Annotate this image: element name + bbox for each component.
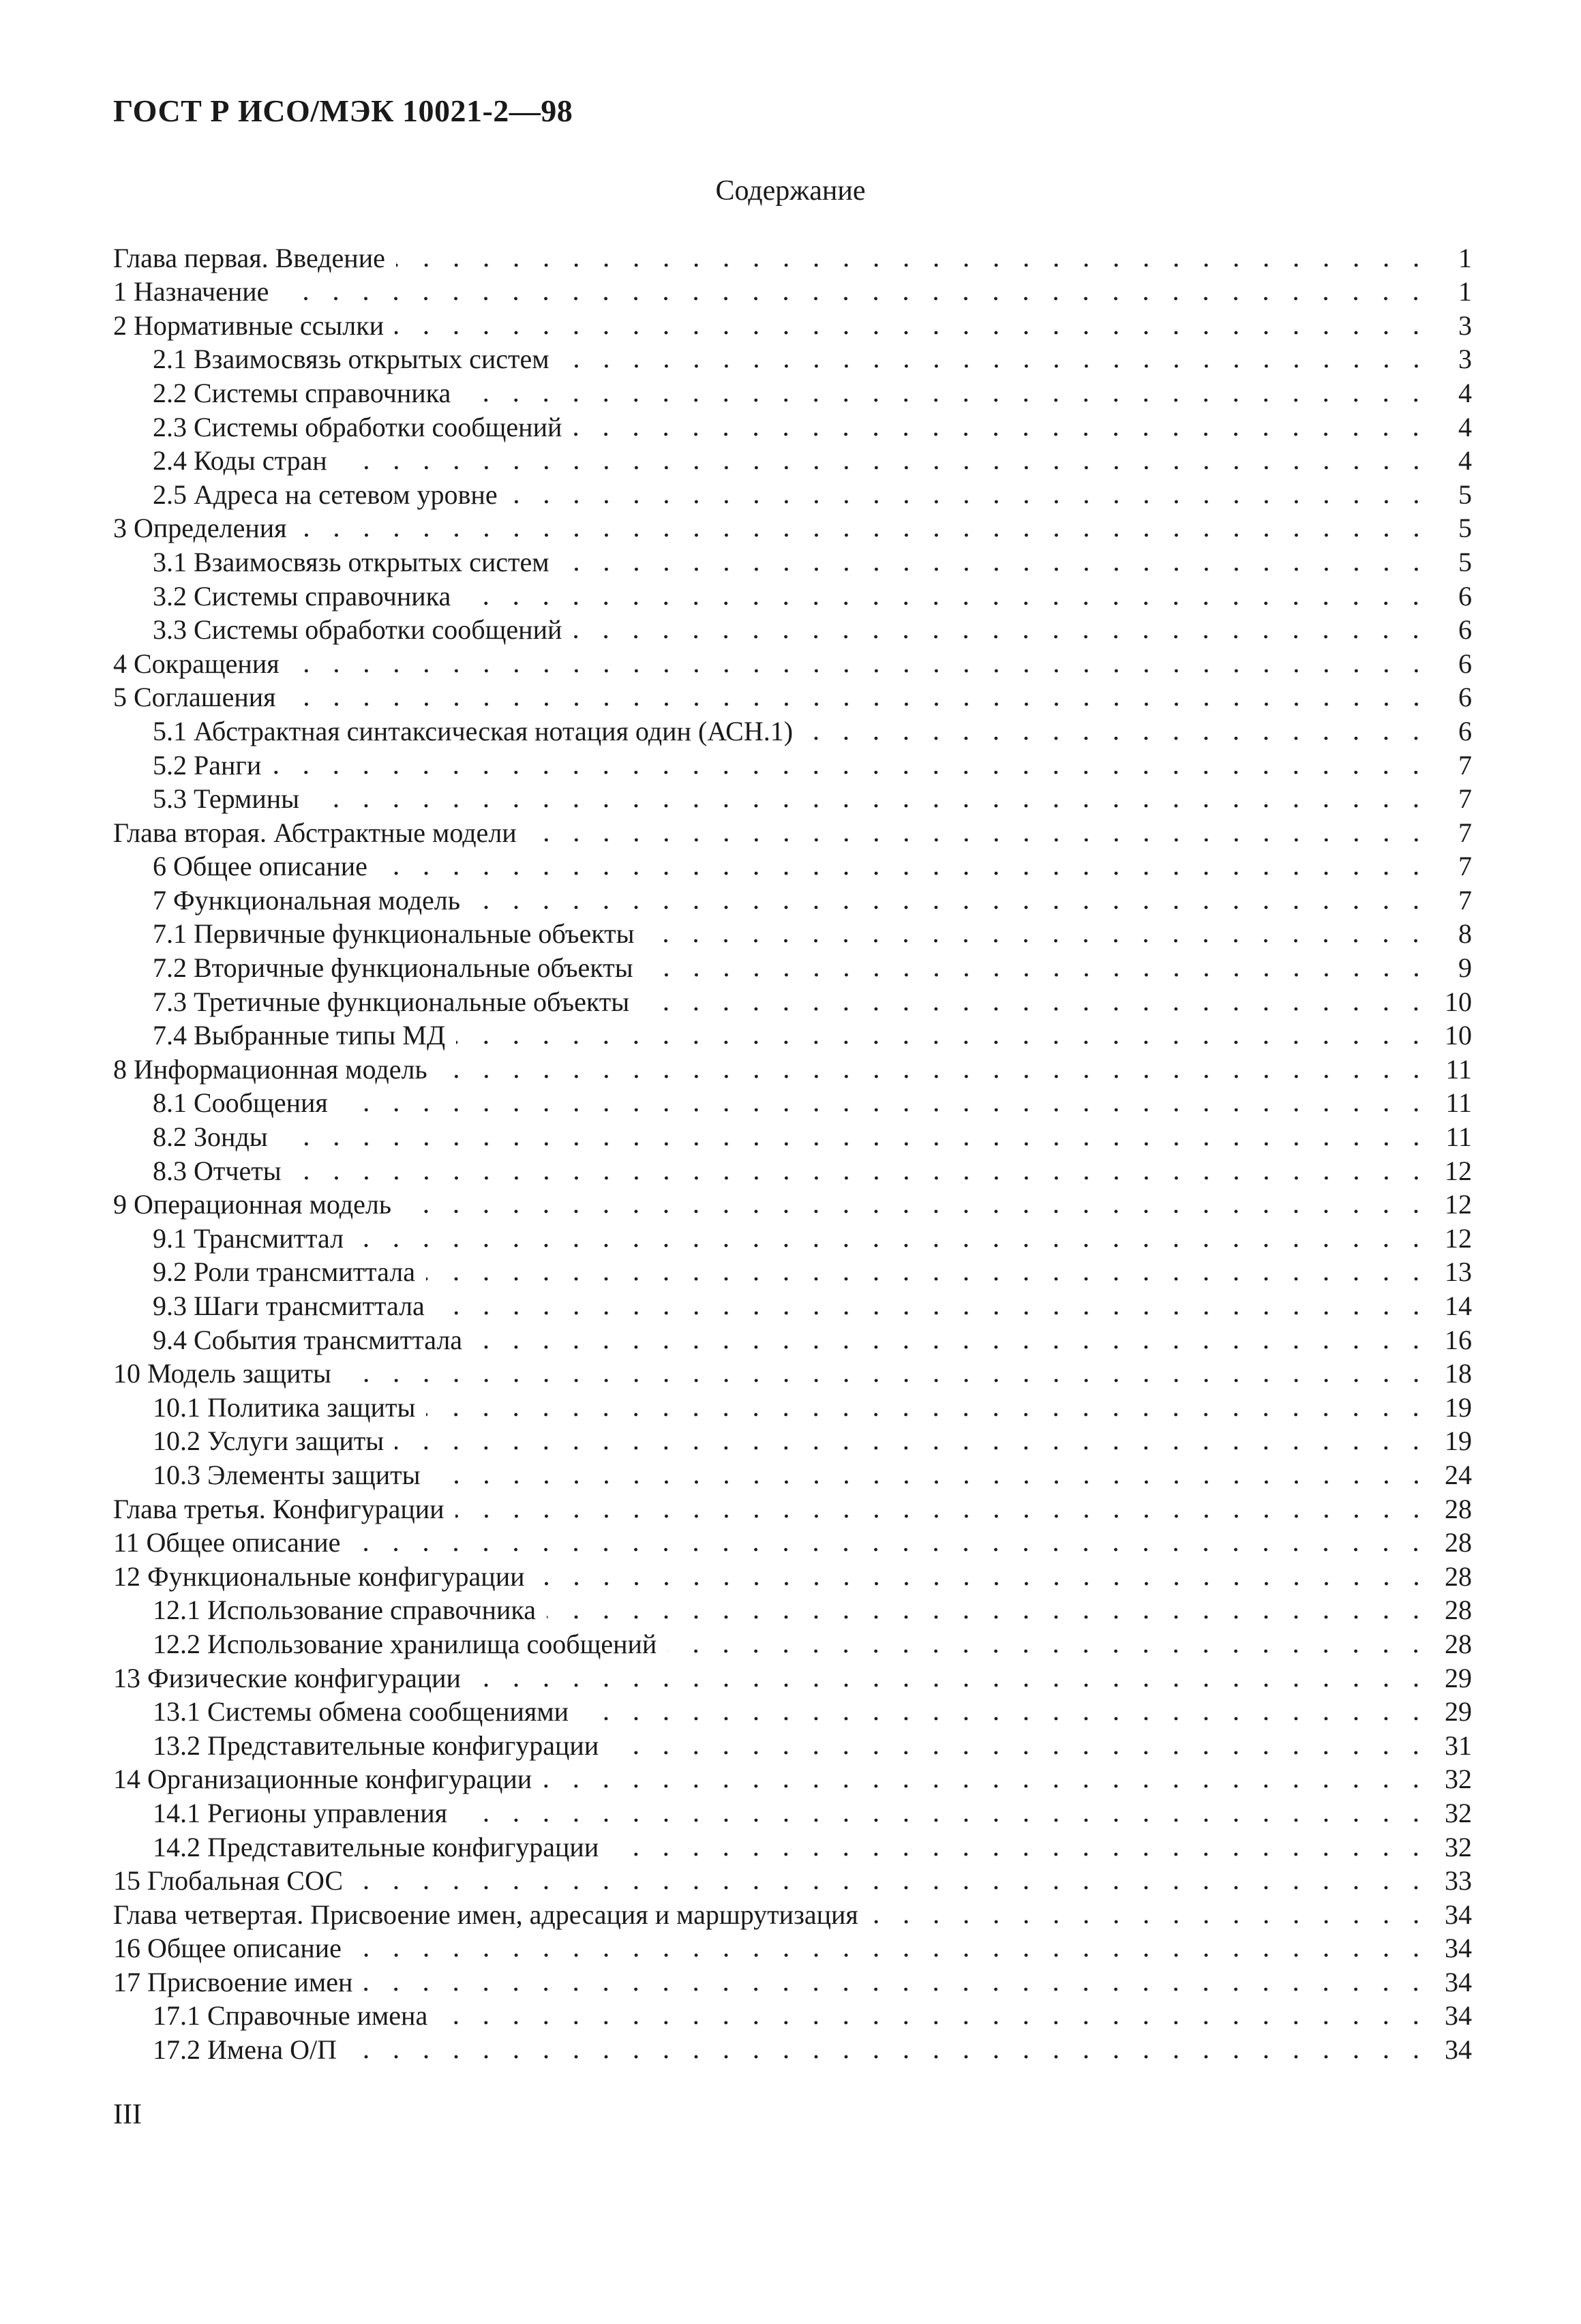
dot-leader [471, 905, 1431, 909]
toc-entry [113, 1964, 1472, 1998]
dot-leader [280, 297, 1431, 301]
dot-leader [342, 1378, 1431, 1383]
dot-leader [573, 432, 1431, 436]
toc-entry [113, 1423, 1472, 1458]
toc-entry [113, 680, 1472, 714]
toc-entry-page: 6 [1458, 715, 1472, 746]
toc-entry-page: 5 [1458, 546, 1472, 577]
toc-entry [113, 1051, 1472, 1085]
dot-leader [560, 364, 1431, 368]
toc-entry-page: 3 [1458, 310, 1472, 341]
toc-entry [113, 240, 1472, 274]
toc-entry [113, 578, 1472, 612]
toc-entry-title: 3.2 Системы справочника [153, 580, 451, 612]
toc-entry [113, 511, 1472, 545]
toc-entry-title: 17.2 Имена О/П [153, 2034, 337, 2066]
dot-leader [472, 1683, 1431, 1687]
toc-entry [113, 1254, 1472, 1288]
toc-entry [113, 1018, 1472, 1052]
toc-entry-title: 17 Присвоение имен [113, 1966, 353, 1997]
dot-leader [543, 1784, 1431, 1788]
toc-entry-title: 9.2 Роли трансмиттала [153, 1256, 415, 1288]
dot-leader [354, 1886, 1431, 1890]
toc-entry-title: Глава четвертая. Присвоение имен, адресация и маршрутизация [113, 1899, 858, 1930]
toc-entry-page: 12 [1445, 1155, 1472, 1186]
dot-leader [279, 1142, 1431, 1146]
toc-entry [113, 1762, 1472, 1796]
toc-entry [113, 1153, 1472, 1187]
toc-entry-page: 34 [1445, 1966, 1472, 1997]
dot-leader [438, 1074, 1431, 1078]
dot-leader [378, 871, 1431, 875]
toc-entry-title: 2 Нормативные ссылки [113, 310, 385, 341]
dot-leader [609, 1751, 1431, 1755]
toc-entry [113, 274, 1472, 308]
toc-entry-page: 4 [1458, 411, 1472, 442]
toc-entry-title: 9.3 Шаги трансмиттала [153, 1291, 425, 1321]
toc-entry-title: 7.2 Вторичные функциональные объекты [153, 952, 633, 984]
toc-entry-title: 15 Глобальная СОС [113, 1865, 344, 1897]
toc-entry-page: 7 [1458, 884, 1472, 916]
toc-entry-title: 10.1 Политика защиты [153, 1391, 416, 1423]
toc-entry-page: 6 [1458, 648, 1472, 679]
toc-entry [113, 1457, 1472, 1491]
toc-entry [113, 713, 1472, 747]
toc-entry [113, 1220, 1472, 1254]
toc-entry [113, 1525, 1472, 1559]
toc-entry-page: 32 [1445, 1764, 1472, 1795]
toc-entry [113, 2032, 1472, 2066]
toc-entry-title: 10.2 Услуги защиты [153, 1425, 385, 1457]
toc-entry-title: 8.3 Отчеты [153, 1155, 282, 1186]
toc-entry [113, 1491, 1472, 1525]
toc-entry [113, 1998, 1472, 2032]
toc-entry-page: 24 [1445, 1459, 1472, 1490]
toc-entry-title: 14.2 Представительные конфигурации [153, 1831, 599, 1862]
toc-entry-page: 28 [1445, 1595, 1472, 1626]
toc-entry [113, 1931, 1472, 1965]
toc-entry-page: 13 [1445, 1256, 1472, 1288]
toc-title: Содержание [715, 175, 866, 207]
table-of-contents [113, 240, 1472, 2066]
toc-entry-title: 7.3 Третичные функциональные объекты [153, 986, 630, 1017]
toc-entry-title: 8.2 Зонды [153, 1121, 268, 1153]
dot-leader [462, 398, 1431, 402]
toc-entry-title: 16 Общее описание [113, 1933, 342, 1964]
dot-leader [509, 500, 1431, 504]
document-code-header: ГОСТ Р ИСО/МЭК 10021-2—98 [113, 93, 573, 128]
toc-entry-page: 32 [1445, 1797, 1472, 1828]
dot-leader [426, 1277, 1431, 1281]
toc-entry [113, 1389, 1472, 1423]
toc-entry [113, 1119, 1472, 1153]
toc-entry-page: 28 [1445, 1560, 1472, 1592]
toc-entry [113, 443, 1472, 477]
toc-entry-title: 8 Информационная модель [113, 1053, 427, 1085]
dot-leader [438, 2021, 1431, 2025]
toc-entry [113, 1795, 1472, 1829]
dot-leader [458, 1818, 1431, 1822]
dot-leader [426, 1413, 1431, 1417]
toc-entry-title: 17.1 Справочные имена [153, 2000, 428, 2032]
toc-entry-title: 13 Физические конфигурации [113, 1662, 461, 1693]
dot-leader [272, 770, 1431, 774]
toc-entry-title: 2.3 Системы обработки сообщений [153, 411, 562, 442]
dot-leader [804, 736, 1431, 740]
toc-entry-page: 34 [1445, 1899, 1472, 1930]
toc-entry [113, 342, 1472, 376]
toc-entry [113, 1829, 1472, 1863]
toc-entry-page: 28 [1445, 1527, 1472, 1558]
toc-entry-page: 1 [1458, 276, 1472, 307]
toc-entry [113, 1085, 1472, 1119]
toc-entry [113, 1660, 1472, 1694]
toc-entry-title: 2.1 Взаимосвязь открытых систем [153, 344, 549, 375]
dot-leader [363, 1987, 1431, 1991]
dot-leader [436, 1311, 1431, 1315]
toc-entry-page: 7 [1458, 749, 1472, 781]
toc-entry [113, 1694, 1472, 1728]
toc-entry-page: 29 [1445, 1696, 1472, 1727]
toc-entry-page: 29 [1445, 1662, 1472, 1693]
dot-leader [338, 466, 1431, 470]
toc-entry-page: 5 [1458, 479, 1472, 510]
toc-entry-page: 34 [1445, 2000, 1472, 2032]
toc-entry-title: 8.1 Сообщения [153, 1087, 328, 1119]
toc-entry-title: 5.1 Абстрактная синтаксическая нотация один (АСН.1) [153, 715, 794, 746]
toc-entry [113, 1558, 1472, 1593]
toc-entry [113, 1288, 1472, 1322]
dot-leader [579, 1717, 1431, 1721]
toc-entry-title: 13.2 Представительные конфигурации [153, 1730, 599, 1761]
toc-entry-page: 32 [1445, 1831, 1472, 1862]
toc-entry-title: 3.3 Системы обработки сообщений [153, 614, 562, 646]
toc-entry-title: 13.1 Системы обмена сообщениями [153, 1696, 569, 1727]
toc-entry-title: 5 Соглашения [113, 682, 276, 713]
dot-leader [395, 331, 1431, 335]
toc-entry-title: 12.1 Использование справочника [153, 1595, 536, 1626]
toc-entry-page: 28 [1445, 1628, 1472, 1659]
dot-leader [645, 939, 1431, 943]
dot-leader [432, 1480, 1431, 1484]
toc-entry [113, 1626, 1472, 1660]
toc-entry-page: 33 [1445, 1865, 1472, 1897]
dot-leader [287, 702, 1431, 706]
toc-entry-title: 2.5 Адреса на сетевом уровне [153, 479, 498, 510]
toc-entry [113, 1863, 1472, 1897]
dot-leader [547, 1615, 1431, 1619]
toc-entry [113, 849, 1472, 883]
toc-entry-page: 6 [1458, 580, 1472, 612]
toc-entry-page: 4 [1458, 377, 1472, 408]
dot-leader [290, 669, 1431, 673]
toc-entry-title: 7 Функциональная модель [153, 884, 460, 916]
toc-entry-title: Глава вторая. Абстрактные модели [113, 817, 517, 848]
toc-entry-page: 7 [1458, 783, 1472, 815]
toc-entry-title: 10 Модель защиты [113, 1358, 331, 1389]
toc-entry-page: 19 [1445, 1391, 1472, 1423]
toc-entry-page: 10 [1445, 1020, 1472, 1051]
toc-entry [113, 781, 1472, 815]
toc-entry [113, 1897, 1472, 1931]
toc-entry-page: 34 [1445, 1933, 1472, 1964]
dot-leader [395, 1446, 1431, 1450]
toc-entry [113, 477, 1472, 511]
toc-entry-title: 7.4 Выбранные типы МД [153, 1020, 446, 1051]
toc-entry-page: 16 [1445, 1324, 1472, 1355]
dot-leader [609, 1852, 1431, 1856]
toc-entry-title: 12.2 Использование хранилища сообщений [153, 1628, 657, 1659]
toc-entry-page: 34 [1445, 2034, 1472, 2066]
toc-entry-page: 3 [1458, 344, 1472, 375]
dot-leader [456, 1040, 1431, 1044]
dot-leader [573, 635, 1431, 639]
toc-entry [113, 815, 1472, 849]
dot-leader [396, 263, 1431, 267]
toc-entry-title: 1 Назначение [113, 276, 269, 307]
toc-entry-page: 1 [1458, 242, 1472, 273]
toc-entry-page: 11 [1445, 1053, 1472, 1085]
dot-leader [528, 838, 1431, 842]
toc-entry-title: 7.1 Первичные функциональные объекты [153, 918, 635, 950]
toc-entry [113, 409, 1472, 443]
toc-entry-title: 10.3 Элементы защиты [153, 1459, 421, 1490]
dot-leader [348, 2055, 1431, 2059]
toc-entry [113, 950, 1472, 984]
toc-entry [113, 747, 1472, 781]
toc-entry-page: 5 [1458, 513, 1472, 544]
toc-entry-title: 9.1 Трансмиттал [153, 1222, 344, 1254]
toc-entry-page: 12 [1445, 1222, 1472, 1254]
toc-entry-title: 14 Организационные конфигурации [113, 1764, 532, 1795]
toc-entry [113, 1187, 1472, 1221]
toc-entry-page: 9 [1458, 952, 1472, 984]
toc-entry [113, 916, 1472, 950]
toc-entry-title: 2.2 Системы справочника [153, 377, 451, 408]
dot-leader [351, 1548, 1431, 1552]
dot-leader [455, 1514, 1431, 1518]
toc-entry-page: 14 [1445, 1291, 1472, 1321]
toc-entry [113, 1727, 1472, 1762]
toc-entry-title: 4 Сокращения [113, 648, 280, 679]
dot-leader [339, 1108, 1431, 1112]
toc-entry-title: 14.1 Регионы управления [153, 1797, 448, 1828]
toc-entry-title: 3 Определения [113, 513, 287, 544]
toc-entry-page: 28 [1445, 1493, 1472, 1524]
toc-entry-page: 11 [1445, 1121, 1472, 1153]
toc-entry [113, 882, 1472, 916]
toc-entry [113, 544, 1472, 578]
toc-entry-page: 6 [1458, 614, 1472, 646]
toc-entry-page: 11 [1445, 1087, 1472, 1119]
dot-leader [560, 567, 1431, 571]
dot-leader [473, 1345, 1431, 1349]
dot-leader [402, 1209, 1431, 1213]
toc-entry-title: 11 Общее описание [113, 1527, 341, 1558]
toc-entry-page: 31 [1445, 1730, 1472, 1761]
toc-entry-title: Глава первая. Введение [113, 242, 385, 273]
page-number: III [113, 2099, 142, 2130]
dot-leader [462, 601, 1431, 605]
toc-entry-page: 18 [1445, 1358, 1472, 1389]
toc-entry-title: 12 Функциональные конфигурации [113, 1560, 525, 1592]
toc-entry [113, 1322, 1472, 1356]
dot-leader [310, 804, 1431, 808]
dot-leader [292, 1176, 1431, 1180]
dot-leader [355, 1243, 1431, 1248]
toc-entry-page: 12 [1445, 1189, 1472, 1220]
toc-entry-page: 6 [1458, 682, 1472, 713]
toc-entry [113, 307, 1472, 342]
dot-leader [536, 1582, 1431, 1586]
toc-entry-page: 10 [1445, 986, 1472, 1017]
toc-entry [113, 646, 1472, 680]
toc-entry-title: 5.2 Ранги [153, 749, 262, 781]
dot-leader [298, 533, 1431, 537]
dot-leader [667, 1649, 1431, 1653]
toc-entry-title: 2.4 Коды стран [153, 445, 327, 477]
toc-entry [113, 1356, 1472, 1390]
toc-entry-title: 3.1 Взаимосвязь открытых систем [153, 546, 549, 577]
dot-leader [640, 1007, 1431, 1011]
toc-entry-page: 7 [1458, 817, 1472, 848]
toc-entry [113, 612, 1472, 646]
dot-leader [644, 973, 1431, 977]
toc-entry-title: 6 Общее описание [153, 851, 367, 882]
toc-entry-page: 4 [1458, 445, 1472, 477]
toc-entry-title: Глава третья. Конфигурации [113, 1493, 445, 1524]
toc-entry [113, 984, 1472, 1018]
toc-entry [113, 1593, 1472, 1627]
dot-leader [352, 1953, 1431, 1957]
dot-leader [869, 1920, 1431, 1924]
toc-entry-page: 7 [1458, 851, 1472, 882]
toc-entry-title: 9 Операционная модель [113, 1189, 392, 1220]
toc-entry-title: 5.3 Термины [153, 783, 300, 815]
toc-entry [113, 375, 1472, 409]
toc-entry-page: 19 [1445, 1425, 1472, 1457]
toc-entry-title: 9.4 События трансмиттала [153, 1324, 463, 1355]
toc-entry-page: 8 [1458, 918, 1472, 950]
